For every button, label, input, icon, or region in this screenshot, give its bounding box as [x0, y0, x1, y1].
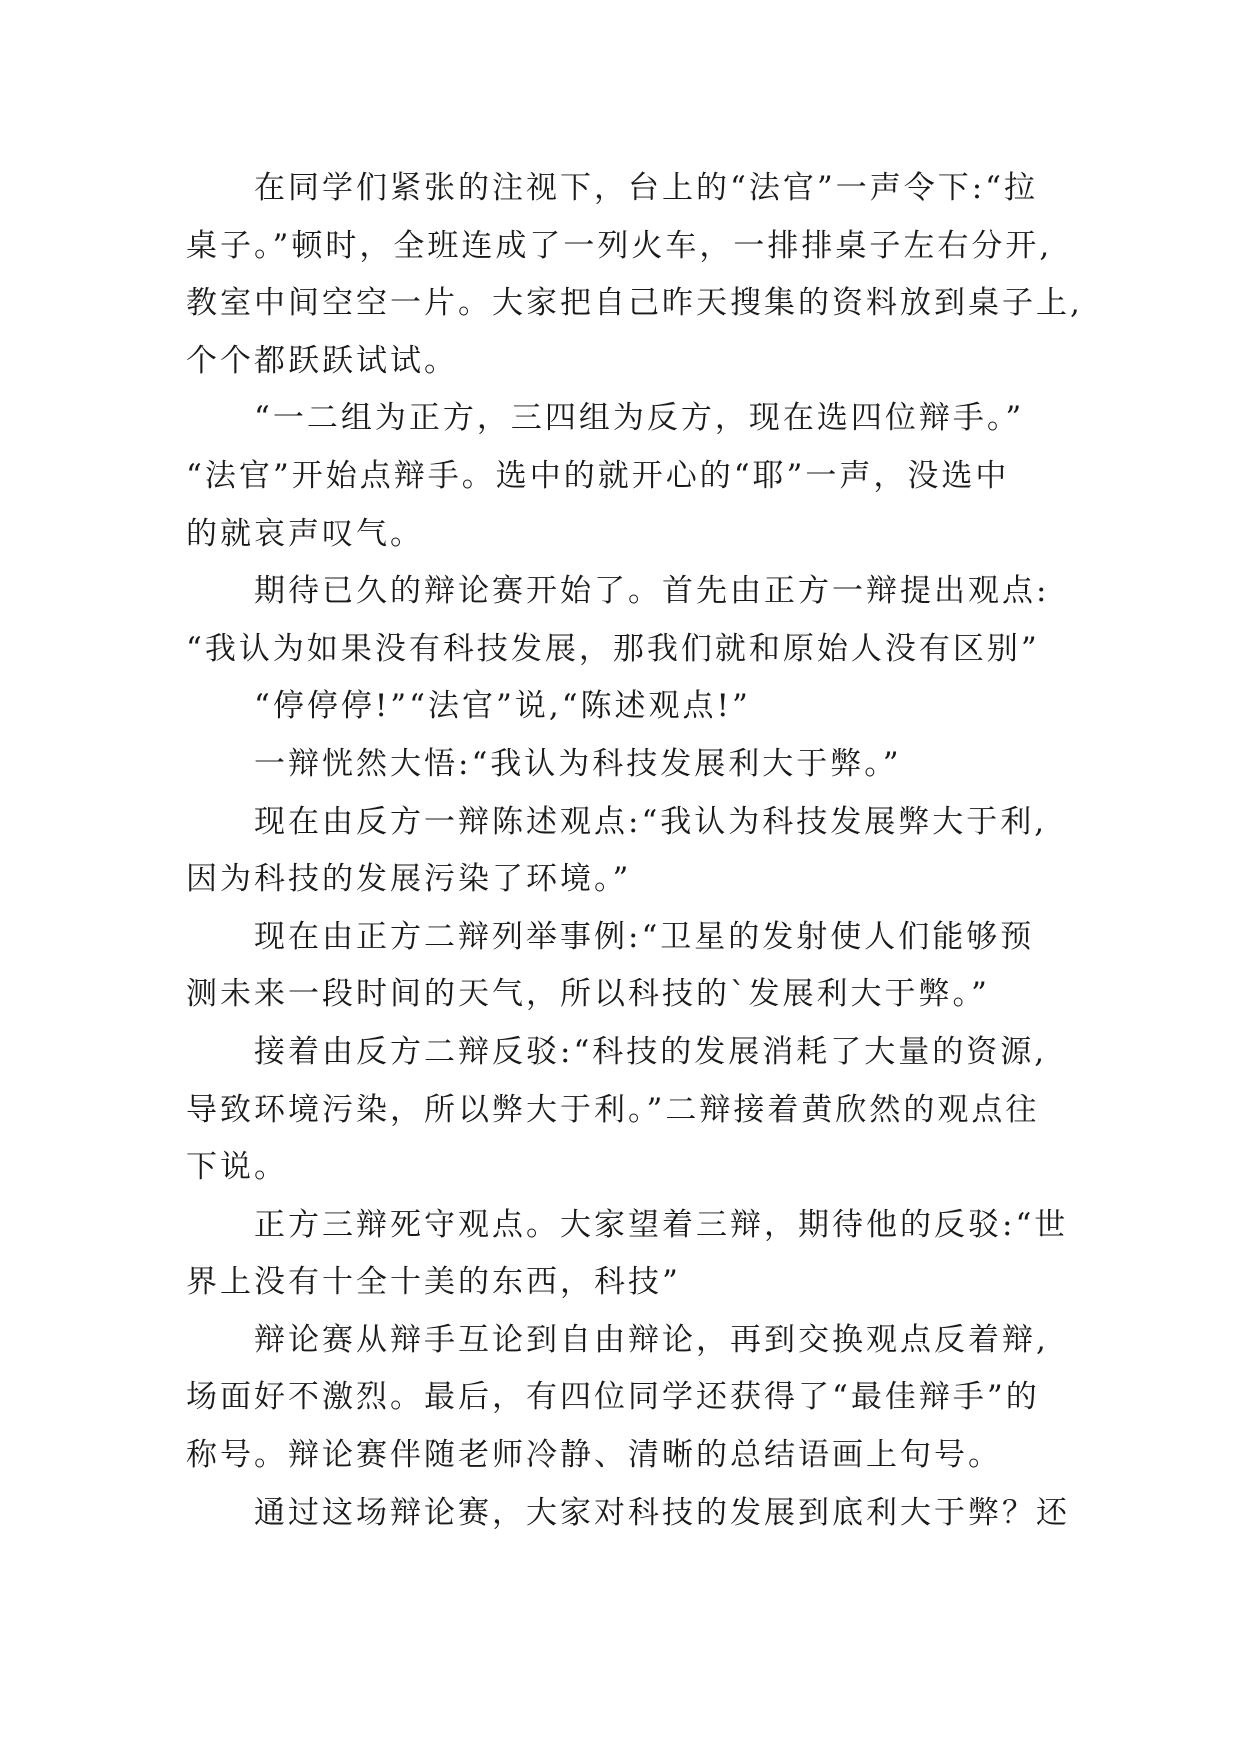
text-line: 的就哀声叹气。 [186, 515, 424, 552]
text-line: 因为科技的发展污染了环境。” [186, 861, 632, 898]
text-line: “停停停!”“法官”说,“陈述观点!” [254, 688, 751, 725]
text-line: “一二组为正方，三四组为反方，现在选四位辩手。” [254, 400, 1025, 437]
essay-body [186, 160, 1086, 1542]
text-line: 界上没有十全十美的东西，科技” [186, 1264, 681, 1301]
text-line: 接着由反方二辩反驳:“科技的发展消耗了大量的资源, [254, 1033, 1048, 1070]
text-line: 现在由反方一辩陈述观点:“我认为科技发展弊大于利, [254, 803, 1048, 840]
text-line: 正方三辩死守观点。大家望着三辩，期待他的反驳:“世 [254, 1206, 1069, 1243]
text-line: 在同学们紧张的注视下，台上的“法官”一声令下:“拉 [254, 170, 1038, 206]
text-line: 个个都跃跃试试。 [186, 342, 458, 379]
text-line: 导致环境污染，所以弊大于利。”二辩接着黄欣然的观点往 [186, 1091, 1040, 1128]
text-line: 称号。辩论赛伴随老师冷静、清晰的总结语画上句号。 [186, 1437, 1002, 1474]
text-line: “我认为如果没有科技发展，那我们就和原始人没有区别” [186, 630, 1040, 667]
text-line: 测未来一段时间的天气，所以科技的`发展利大于弊。” [186, 976, 990, 1013]
text-line: 教室中间空空一片。大家把自己昨天搜集的资料放到桌子上, [186, 285, 1083, 322]
text-line: 一辩恍然大悟:“我认为科技发展利大于弊。” [254, 745, 902, 782]
text-line: 场面好不激烈。最后，有四位同学还获得了“最佳辩手”的 [186, 1379, 1040, 1416]
text-line: 下说。 [186, 1149, 288, 1186]
text-line: 辩论赛从辩手互论到自由辩论，再到交换观点反着辩, [254, 1321, 1049, 1358]
text-line: “法官”开始点辩手。选中的就开心的“耶”一声，没选中 [186, 457, 1010, 494]
text-line: 期待已久的辩论赛开始了。首先由正方一辩提出观点: [254, 573, 1050, 610]
text-line: 通过这场辩论赛，大家对科技的发展到底利大于弊？还 [254, 1494, 1070, 1531]
text-line: 现在由正方二辩列举事例:“卫星的发射使人们能够预 [254, 918, 1035, 955]
text-line: 桌子。”顿时，全班连成了一列火车，一排排桌子左右分开, [186, 227, 1053, 264]
